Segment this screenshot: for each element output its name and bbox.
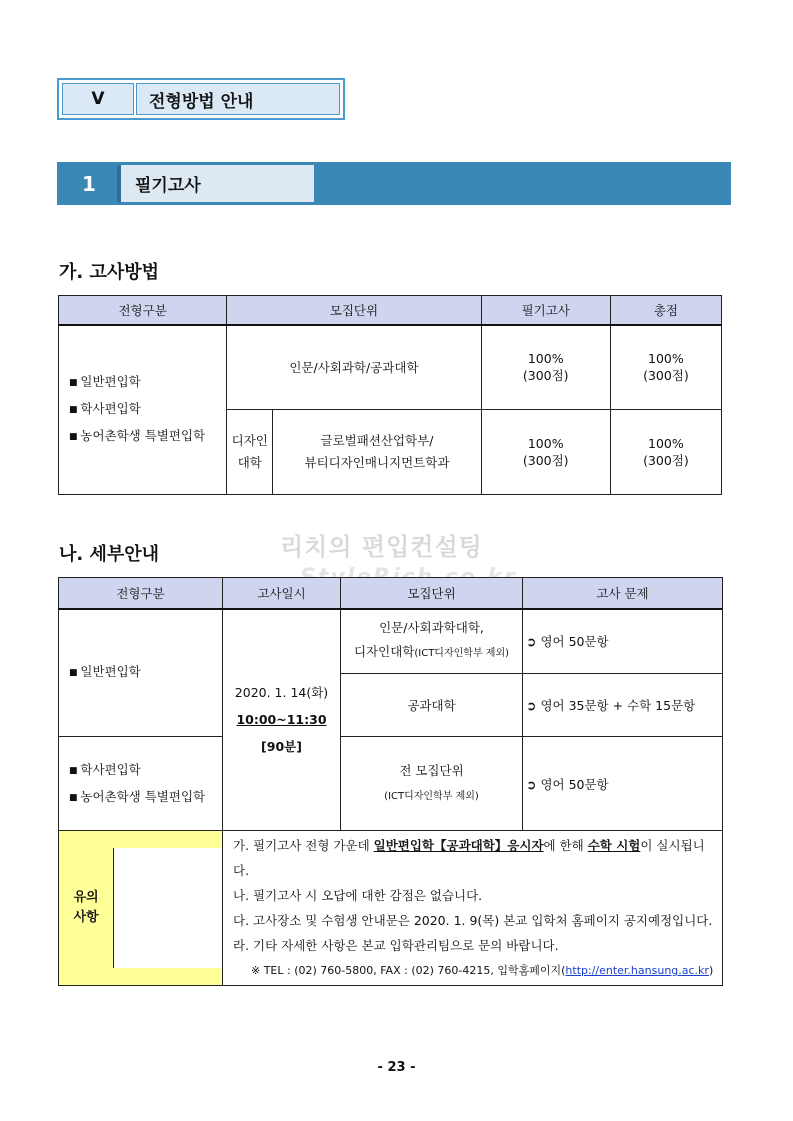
unit-line: 글로벌패션산업학부/ — [320, 433, 434, 448]
exam-time: 10:00~11:30 — [236, 712, 327, 728]
category-cell — [59, 325, 227, 495]
unit-cell — [273, 410, 481, 495]
college-label: 디자인 — [231, 433, 268, 448]
part-b-heading: 나. 세부안내 — [59, 544, 160, 565]
exam-cell — [481, 325, 610, 410]
subsection-title: 필기고사 — [117, 165, 314, 202]
note-item: 나. 필기고사 시 오답에 대한 감점은 없습니다. — [233, 888, 483, 903]
list-item: ■ 농어촌학생 특별편입학 — [69, 784, 219, 811]
exam-method-table — [58, 295, 722, 495]
total-percent: 100% — [648, 350, 684, 366]
list-item: ■ 농어촌학생 특별편입학 — [69, 423, 223, 450]
unit-text: 디자인대학 — [353, 644, 415, 660]
detail-info-table — [58, 577, 723, 986]
unit-cell — [341, 737, 523, 831]
note-item: 다. 고사장소 및 수험생 안내문은 2020. 1. 9(목) 본교 입학처 홈페이지 공지예정입니다. — [233, 913, 713, 928]
section-title: 전형방법 안내 — [136, 83, 340, 115]
unit-cell: 인문/사회과학/공과대학 — [227, 325, 481, 410]
note-highlight: 일반편입학【공과대학】응시자 — [373, 838, 544, 853]
category-cell — [59, 609, 223, 737]
header-category: 전형구분 — [59, 578, 223, 609]
watermark: 리치의 편입컨설팅 — [280, 533, 483, 561]
section-number: Ⅴ — [62, 83, 134, 115]
exam-percent: 100% — [527, 435, 564, 451]
college-label: 대학 — [237, 455, 262, 470]
exam-cell — [481, 410, 610, 495]
problem-cell: ➲ 영어 35문항 + 수학 15문항 — [523, 674, 723, 737]
part-a-heading: 가. 고사방법 — [59, 262, 160, 283]
unit-line: 전 모집단위 — [399, 762, 464, 778]
list-item: ■ 일반편입학 — [69, 659, 219, 686]
header-problem: 고사 문제 — [523, 578, 723, 609]
subsection-number: 1 — [82, 171, 96, 196]
total-cell — [610, 325, 721, 410]
notes-cell — [223, 831, 723, 986]
notes-label-line: 유의 — [73, 890, 99, 905]
header-total: 총점 — [610, 296, 721, 325]
note-highlight: 수학 시험 — [587, 838, 641, 853]
header-exam: 필기고사 — [481, 296, 610, 325]
note-item: 가. 필기고사 전형 가운데 일반편입학【공과대학】응시자에 한해 수학 시험이 실시됩니다. — [233, 838, 705, 878]
total-points: (300점) — [643, 367, 689, 383]
total-points: (300점) — [643, 452, 689, 468]
date-cell — [223, 609, 341, 831]
header-unit: 모집단위 — [341, 578, 523, 609]
notes-label-line: 사항 — [73, 910, 99, 925]
unit-line — [344, 640, 519, 666]
unit-cell — [341, 609, 523, 674]
header-date: 고사일시 — [223, 578, 341, 609]
list-item: ■ 일반편입학 — [69, 369, 223, 396]
section-header — [57, 78, 345, 120]
exam-points: (300점) — [522, 367, 569, 383]
category-cell — [59, 737, 223, 831]
unit-line: 뷰티디자인매니지먼트학과 — [304, 455, 450, 470]
problem-cell: ➲ 영어 50문항 — [523, 737, 723, 831]
exam-duration: [90분] — [261, 739, 302, 755]
unit-cell: 공과대학 — [341, 674, 523, 737]
list-item: ■ 학사편입학 — [69, 396, 223, 423]
unit-line: 인문/사회과학대학, — [379, 620, 484, 636]
page-number: - 23 - — [377, 1060, 416, 1075]
exam-points: (300점) — [522, 452, 569, 468]
contact-line: ※ TEL : (02) 760-5800, FAX : (02) 760-4215, 입학홈페이지(http://enter.hansung.ac.kr) — [251, 964, 714, 977]
problem-cell: ➲ 영어 50문항 — [523, 609, 723, 674]
total-cell — [610, 410, 721, 495]
header-category: 전형구분 — [59, 296, 227, 325]
admission-homepage-link[interactable]: http://enter.hansung.ac.kr — [565, 964, 709, 977]
unit-note: (ICT디자인학부 제외) — [414, 648, 510, 660]
list-item: ■ 학사편입학 — [69, 757, 219, 784]
unit-note: (ICT디자인학부 제외) — [384, 790, 479, 802]
notes-label — [59, 831, 223, 986]
note-item: 라. 기타 자세한 사항은 본교 입학관리팀으로 문의 바랍니다. — [233, 938, 559, 953]
contact-text: ※ TEL : (02) 760-5800, FAX : (02) 760-4215, 입학홈페이지( — [251, 964, 566, 977]
subsection-bar — [57, 162, 731, 205]
header-unit: 모집단위 — [227, 296, 481, 325]
exam-percent: 100% — [527, 350, 564, 366]
total-percent: 100% — [648, 435, 684, 451]
exam-date: 2020. 1. 14(화) — [234, 685, 329, 701]
college-cell — [227, 410, 273, 495]
